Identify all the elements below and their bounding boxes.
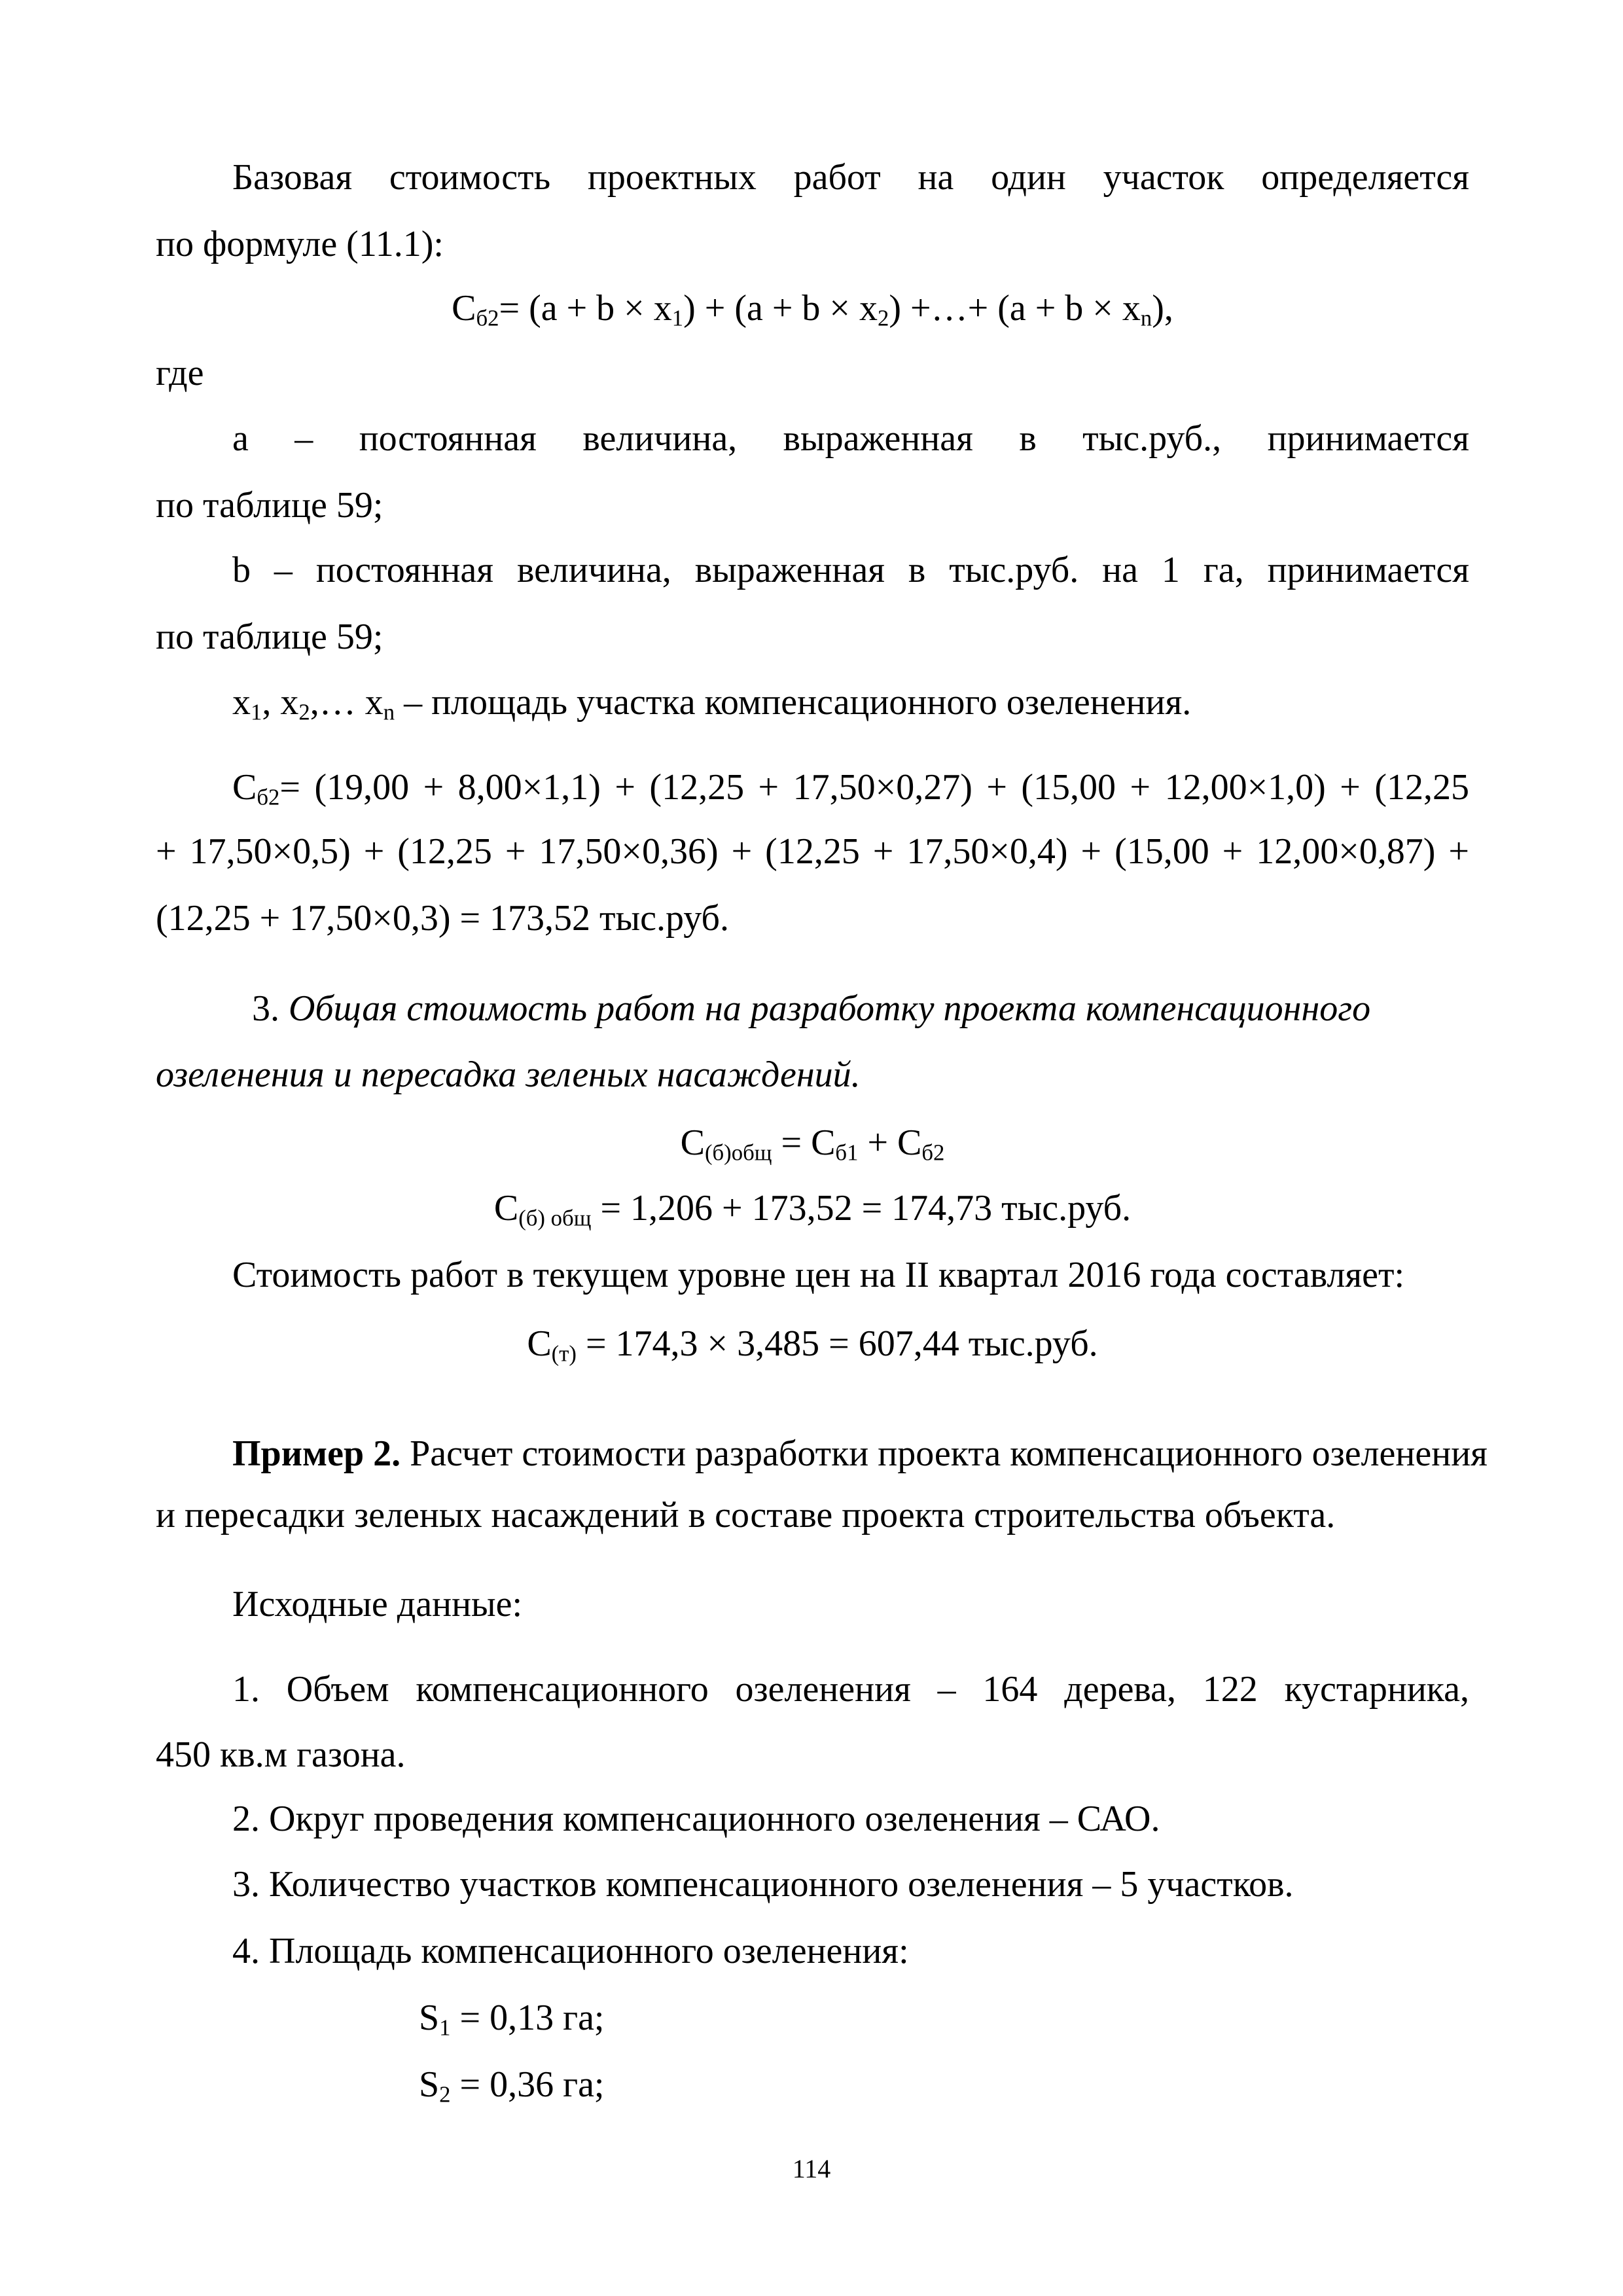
current-price-text: Стоимость работ в текущем уровне цен на II квартал 2016 года составляет: bbox=[232, 1255, 1405, 1295]
paragraph-base-cost-line2: по формуле (11.1): bbox=[156, 224, 444, 264]
definition-a-line1: а – постоянная величина, выраженная в тыс.руб., принимается bbox=[232, 418, 1469, 459]
formula-total: $С_{(б)общ} = С_{б1} + С_{б2}$ bbox=[680, 1122, 945, 1166]
item3-heading-line1: 3. Общая стоимость работ на разработку проекта компенсационного bbox=[252, 988, 1371, 1029]
example2-line2: и пересадки зеленых насаждений в составе проекта строительства объекта. bbox=[156, 1495, 1336, 1535]
text: Базовая стоимость проектных работ на один участок определяется bbox=[232, 157, 1469, 198]
list-item-1-line1: 1. Объем компенсационного озеленения – 164 дерева, 122 кустарника, bbox=[232, 1669, 1469, 1710]
source-data-heading: Исходные данные: bbox=[232, 1584, 523, 1624]
formula-total-value: $С_{(б) общ} = 1,206 + 173,52 = 174,73$ тыс.руб. bbox=[493, 1188, 1132, 1231]
paragraph-base-cost-line1 bbox=[156, 156, 1469, 199]
area-s1: $S_1 = 0,13$ га; bbox=[419, 1998, 605, 2041]
formula-11-1: $С_{б2}= (a + b \times x_1) + (a + b \times x_2)$ +…+ $(a + b \times x_n)$, bbox=[452, 288, 1173, 331]
list-item-3: 3. Количество участков компенсационного озеленения – 5 участков. bbox=[232, 1864, 1294, 1905]
list-item-2: 2. Округ проведения компенсационного озеленения – САО. bbox=[232, 1799, 1160, 1839]
definition-b-line1: b – постоянная величина, выраженная в тыс.руб. на 1 га, принимается bbox=[232, 550, 1469, 590]
definition-a-line2: по таблице 59; bbox=[156, 485, 383, 526]
item3-heading-line2: озеленения и пересадка зеленых насаждений. bbox=[156, 1054, 861, 1095]
example2-line1: Пример 2. Расчет стоимости разработки проекта компенсационного озеленения bbox=[232, 1433, 1488, 1474]
where-label: где bbox=[156, 353, 204, 393]
definition-b-line2: по таблице 59; bbox=[156, 617, 383, 657]
area-s2: $S_2 = 0,36$ га; bbox=[419, 2064, 605, 2108]
calculation-line3: (12,25 + 17,50×0,3) = 173,52 тыс.руб. bbox=[156, 898, 730, 939]
calculation-line2: + 17,50×0,5) + (12,25 + 17,50×0,36) + (12,25 + 17,50×0,4) + (15,00 + 12,00×0,87) + bbox=[156, 831, 1469, 872]
formula-current-price: $С_{(т)} = 174,3 \times 3,485 = 607,44$ тыс.руб. bbox=[527, 1323, 1098, 1367]
calculation-line1: $С_{б2}= (19,00 + 8,00\times 1,1) + (12,25 + 17,50\times 0,27) + (15,00 + 12,00\times 1,0) + (12,25$ bbox=[232, 767, 1469, 810]
page-number: 114 bbox=[792, 2154, 831, 2183]
list-item-1-line2: 450 кв.м газона. bbox=[156, 1734, 406, 1775]
list-item-4: 4. Площадь компенсационного озеленения: bbox=[232, 1931, 909, 1971]
definition-x: $х_1$, $х_2,\dots$ $х_n$ – площадь участка компенсационного озеленения. bbox=[232, 682, 1192, 725]
